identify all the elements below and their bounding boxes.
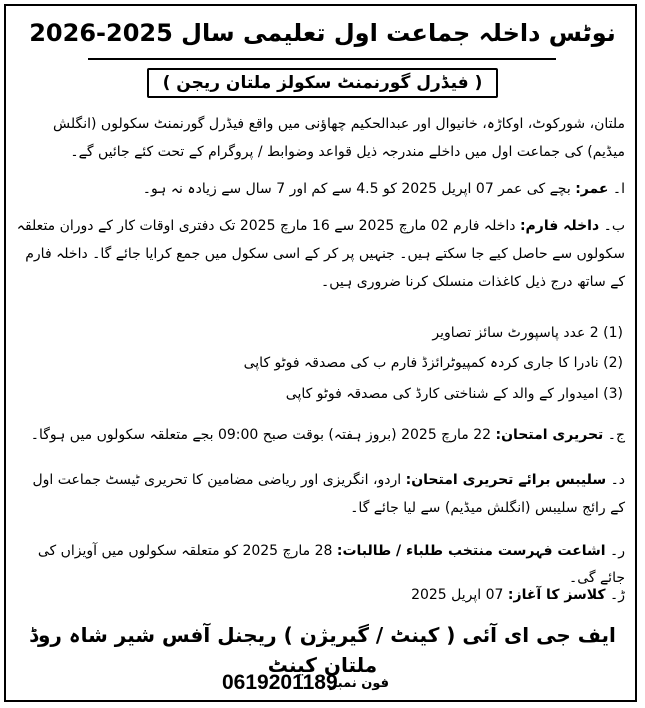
item-marker: ب۔ — [603, 218, 625, 234]
office-address: ایف جی ای آئی ( کینٹ / گیریژن ) ریجنل آفس شیر شاہ روڈ ملتان کینٹ — [29, 623, 616, 677]
subtitle-wrapper — [0, 68, 645, 98]
item-label: داخلہ فارم: — [519, 218, 600, 234]
item-label: عمر: — [575, 181, 609, 197]
phone-label: فون نمبر — [329, 676, 389, 691]
title-underline — [88, 58, 556, 60]
item-text: اردو، انگریزی اور ریاضی مضامین کا تحریری ٹیسٹ جماعت اول کے رائج سلیبس (انگلش میڈیم) سے لیا جائے گا۔ — [32, 472, 625, 516]
region-subtitle: ( فیڈرل گورنمنٹ سکولز ملتان ریجن ) — [147, 68, 499, 98]
document-item: (3) امیدوار کے والد کے شناختی کارڈ کی مصدقہ فوٹو کاپی — [285, 386, 623, 402]
item-marker: ج۔ — [607, 427, 625, 443]
item-age — [14, 176, 625, 203]
item-syllabus — [14, 466, 625, 522]
item-marker: ا۔ — [612, 181, 625, 197]
document-item: (2) نادرا کا جاری کردہ کمپیوٹرائزڈ فارم ب کی مصدقہ فوٹو کاپی — [243, 355, 623, 371]
item-text: 07 اپریل 2025 — [411, 587, 504, 603]
item-written-exam — [14, 422, 625, 449]
item-label: کلاسز کا آغاز: — [507, 587, 606, 603]
intro-paragraph: ملتان، شورکوٹ، اوکاڑہ، خانیوال اور عبدالحکیم چھاؤنی میں واقع فیڈرل گورنمنٹ سکولوں (انگلش میڈیم) کی جماعت اول میں داخلے مندرجہ ذیل قواعد وضوابط / پروگرام کے تحت کئے جائیں گے۔ — [53, 116, 625, 160]
item-label: سلیبس برائے تحریری امتحان: — [405, 472, 607, 488]
phone-number: 0619201189 — [222, 671, 338, 694]
item-marker: ر۔ — [610, 543, 625, 559]
item-label: اشاعت فہرست منتخب طلباء / طالبات: — [336, 543, 606, 559]
item-marker: ڑ۔ — [610, 587, 625, 603]
item-text: بچے کی عمر 07 اپریل 2025 کو 4.5 سے کم اور 7 سال سے زیادہ نہ ہو۔ — [142, 181, 571, 197]
item-text: 28 مارچ 2025 کو متعلقہ سکولوں میں آویزاں کی جائے گی۔ — [37, 543, 625, 586]
document-item: (1) 2 عدد پاسپورٹ سائز تصاویر — [432, 325, 623, 341]
item-admission-form — [14, 212, 625, 296]
item-classes-start — [14, 582, 625, 609]
item-marker: د۔ — [610, 472, 625, 488]
notice-title: نوٹس داخلہ جماعت اول تعلیمی سال 2025-2026 — [29, 19, 616, 47]
item-text: داخلہ فارم 02 مارچ 2025 سے 16 مارچ 2025 تک دفتری اوقات کار کے دوران متعلقہ سکولوں سے حاصل کیے جا سکتے ہیں۔ جنہیں پر کر کے اسی سکول میں جمع کرایا جائے گا۔ داخلہ فارم کے ساتھ درج ذیل کاغذات منسلک کرنا ضروری ہیں۔ — [16, 218, 625, 290]
item-label: تحریری امتحان: — [495, 427, 604, 443]
item-text: 22 مارچ 2025 (بروز ہفتہ) بوقت صبح 09:00 بجے متعلقہ سکولوں میں ہوگا۔ — [30, 427, 492, 443]
